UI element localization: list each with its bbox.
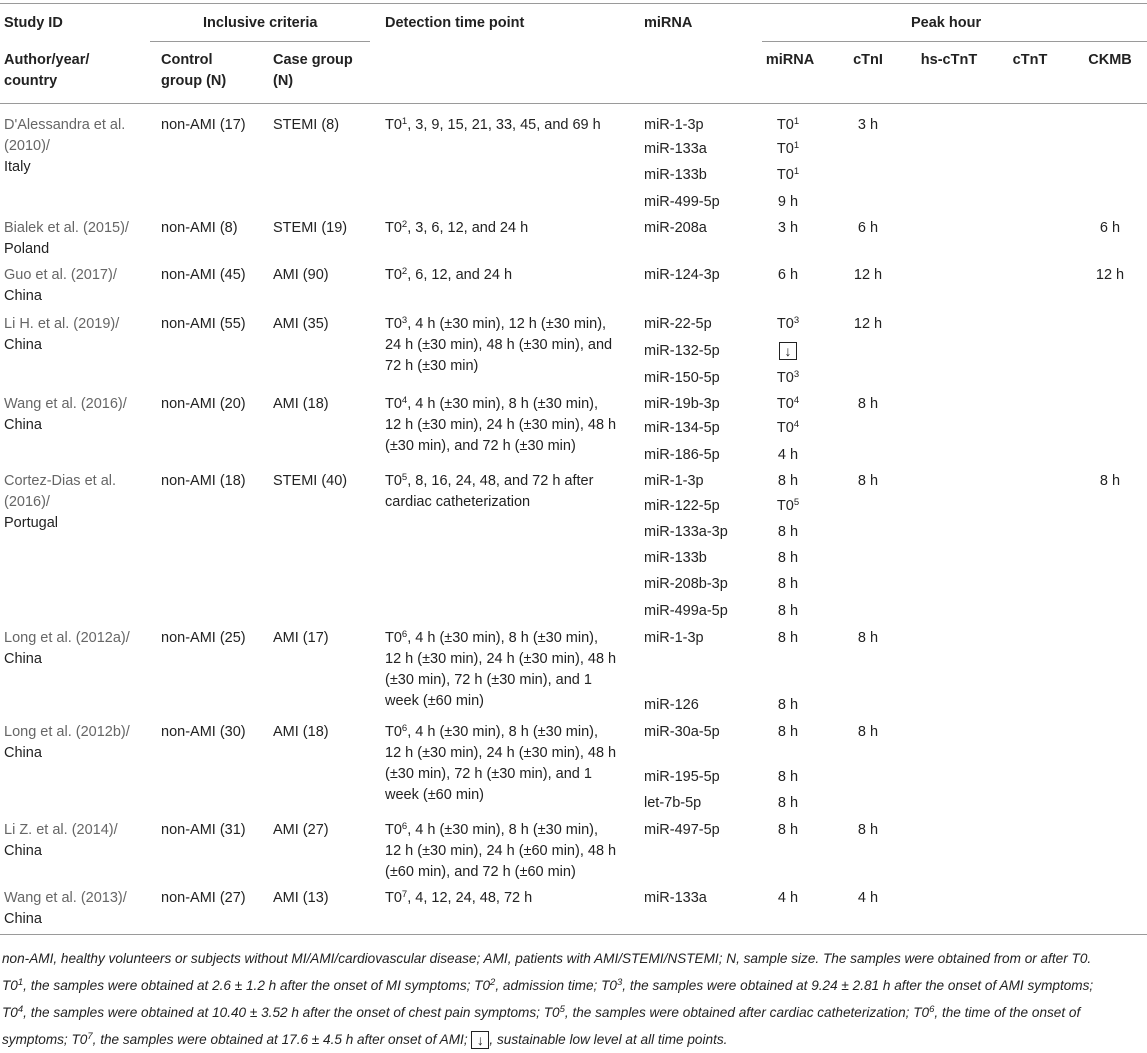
peak-value: 8 h [777, 524, 799, 540]
peak-value: 8 h [777, 724, 799, 740]
case-group-cell: AMI (18) [273, 396, 329, 412]
detection-time-line [385, 691, 616, 712]
header-sub-ctnt: cTnT [1012, 52, 1048, 68]
mirna-peak [758, 888, 818, 909]
study-line: China [4, 911, 42, 927]
top-rule [0, 3, 1147, 4]
detection-time-line [385, 722, 616, 743]
study-line: Li Z. et al. (2014)/ [4, 822, 118, 838]
header-sub-ckmb: CKMB [1088, 52, 1132, 68]
detection-time-line [385, 820, 616, 841]
study-line: D'Alessandra et al. [4, 117, 126, 133]
mirna-peak [758, 496, 818, 517]
mirna-name: miR-133a [644, 890, 707, 906]
ctni-peak: 8 h [857, 396, 879, 412]
time-text: (±60 min), and 72 h (±60 min) [385, 864, 576, 880]
detection-time-cell [385, 471, 593, 513]
time-text: T0 [385, 724, 402, 740]
header-control-group: Control group (N) [161, 52, 227, 89]
detection-time-line [385, 356, 612, 377]
peak-value: T0 [776, 396, 794, 412]
mirna-name: miR-208a [644, 220, 707, 236]
study-line: Bialek et al. (2015)/ [4, 220, 129, 236]
time-text: T0 [385, 117, 402, 133]
study-line: Poland [4, 241, 50, 257]
mirna-peak [758, 574, 818, 595]
detection-time-line [385, 314, 612, 335]
mirna-peak [758, 820, 818, 841]
detection-time-cell [385, 394, 616, 457]
time-text: (±30 min), 72 h (±30 min), and 1 [385, 672, 592, 688]
detection-time-line [385, 471, 593, 492]
header-bottom-rule [0, 103, 1147, 104]
control-group-cell: non-AMI (31) [161, 822, 246, 838]
peak-superscript: 5 [793, 497, 800, 508]
peak-value: 8 h [777, 550, 799, 566]
peak-value: 8 h [777, 473, 799, 489]
study-line: China [4, 651, 42, 667]
detection-time-line [385, 492, 593, 513]
mirna-peak [758, 368, 818, 389]
case-group-cell: STEMI (40) [273, 473, 348, 489]
peak-value: 9 h [777, 194, 799, 210]
mirna-name: miR-30a-5p [644, 724, 720, 740]
study-line: China [4, 417, 42, 433]
mirna-peak [758, 601, 818, 622]
case-group-cell: AMI (90) [273, 267, 329, 283]
detection-time-cell [385, 115, 601, 136]
peak-value: 8 h [777, 603, 799, 619]
case-group-cell: AMI (27) [273, 822, 329, 838]
detection-time-line [385, 394, 616, 415]
time-text: week (±60 min) [385, 787, 485, 803]
detection-time-line [385, 841, 616, 862]
mirna-peak [758, 218, 818, 239]
header-case-group: Case group (N) [273, 52, 353, 89]
study-cell [4, 471, 116, 534]
study-line: Wang et al. (2016)/ [4, 396, 127, 412]
study-line: Guo et al. (2017)/ [4, 267, 117, 283]
time-text: 12 h (±30 min), 24 h (±30 min), 48 h [385, 651, 617, 667]
footnote-line-4: symptoms; $T0^7$, the samples were obtained at 17.6 ± 4.5 h after onset of AMI; ↓ , sustainable low level at all time points. [2, 1031, 728, 1049]
time-text: , 4 h (±30 min), 8 h (±30 min), [407, 724, 599, 740]
time-text: 12 h (±30 min), 24 h (±30 min), 48 h [385, 417, 617, 433]
control-group-cell: non-AMI (17) [161, 117, 246, 133]
study-cell [4, 115, 125, 178]
time-text: T0 [385, 890, 402, 906]
criteria-underline [150, 41, 370, 42]
mirna-name: miR-499a-5p [644, 603, 728, 619]
detection-time-line [385, 670, 616, 691]
time-text: (±30 min), and 72 h (±30 min) [385, 438, 576, 454]
time-text: , 4 h (±30 min), 8 h (±30 min), [407, 630, 599, 646]
mirna-name: miR-132-5p [644, 343, 720, 359]
time-text: , 4 h (±30 min), 8 h (±30 min), [407, 396, 599, 412]
mirna-peak [758, 695, 818, 716]
study-line: China [4, 288, 42, 304]
table-footnote [2, 945, 1144, 1053]
time-superscript: 2 [401, 266, 408, 277]
time-text: T0 [385, 316, 402, 332]
ctni-peak: 12 h [853, 267, 883, 283]
low-level-arrow-icon: ↓ [471, 1031, 489, 1049]
control-group-cell: non-AMI (27) [161, 890, 246, 906]
mirna-name: miR-499-5p [644, 194, 720, 210]
mirna-name: miR-186-5p [644, 447, 720, 463]
time-text: , 6, 12, and 24 h [407, 267, 513, 283]
peak-value: T0 [776, 316, 794, 332]
case-group-cell: STEMI (8) [273, 117, 340, 133]
header-inclusive-criteria: Inclusive criteria [203, 15, 318, 31]
time-superscript: 5 [401, 472, 408, 483]
study-cell [4, 820, 118, 862]
study-line: China [4, 843, 42, 859]
mirna-peak [758, 314, 818, 335]
detection-time-cell [385, 314, 612, 377]
peak-value: 4 h [777, 890, 799, 906]
down-arrow-icon: ↓ [779, 342, 797, 360]
study-line: Cortez-Dias et al. [4, 473, 117, 489]
mirna-name: miR-208b-3p [644, 576, 728, 592]
footnote-line-1: non-AMI, healthy volunteers or subjects without MI/AMI/cardiovascular disease; AMI, patients with AMI/STEMI/NSTEMI; N, sample size. The samples were obtained from or after T0. [2, 951, 1092, 966]
detection-time-line [385, 862, 616, 883]
header-sub-ctni: cTnI [853, 52, 883, 68]
detection-time-line [385, 115, 601, 136]
mirna-name: miR-1-3p [644, 117, 704, 133]
detection-time-line [385, 218, 528, 239]
study-cell [4, 628, 130, 670]
ctni-peak: 8 h [857, 822, 879, 838]
mirna-name: miR-133b [644, 550, 707, 566]
time-text: T0 [385, 822, 402, 838]
peak-value: 8 h [777, 822, 799, 838]
mirna-peak [758, 628, 818, 649]
time-text: T0 [385, 396, 402, 412]
footnote-line-3: $T0^4$, the samples were obtained at 10.40 ± 3.52 h after the onset of chest pain symptoms; $T0^5$, the samples were obtained after cardiac catheterization; $T0^6$, the time of the onset of [2, 1004, 1081, 1020]
time-text: T0 [385, 630, 402, 646]
mirna-peak [758, 394, 818, 415]
ckmb-peak: 6 h [1099, 220, 1121, 236]
detection-time-line [385, 764, 616, 785]
time-text: T0 [385, 220, 402, 236]
control-group-cell: non-AMI (30) [161, 724, 246, 740]
study-line: China [4, 337, 42, 353]
detection-time-line [385, 436, 616, 457]
peak-superscript: 1 [793, 166, 800, 177]
detection-time-line [385, 649, 616, 670]
mirna-name: miR-19b-3p [644, 396, 720, 412]
table-bottom-rule [0, 934, 1147, 935]
header-mirna: miRNA [644, 15, 693, 31]
ctni-peak: 8 h [857, 473, 879, 489]
detection-time-cell [385, 265, 512, 286]
time-text: , 4 h (±30 min), 12 h (±30 min), [407, 316, 607, 332]
time-superscript: 6 [401, 629, 408, 640]
time-text: , 3, 6, 12, and 24 h [407, 220, 529, 236]
mirna-peak [758, 548, 818, 569]
time-superscript: 6 [401, 723, 408, 734]
control-group-cell: non-AMI (25) [161, 630, 246, 646]
case-group-cell: STEMI (19) [273, 220, 348, 236]
time-text: 72 h (±30 min) [385, 358, 479, 374]
mirna-peak [758, 445, 818, 466]
control-group-cell: non-AMI (45) [161, 267, 246, 283]
detection-time-cell [385, 628, 616, 712]
detection-time-line [385, 265, 512, 286]
mirna-name: miR-124-3p [644, 267, 720, 283]
mirna-name: miR-133a-3p [644, 524, 728, 540]
ctni-peak: 6 h [857, 220, 879, 236]
peak-value: 8 h [777, 697, 799, 713]
peak-superscript: 1 [793, 116, 800, 127]
ctni-peak: 3 h [857, 117, 879, 133]
mirna-name: miR-126 [644, 697, 699, 713]
header-author: Author/year/ country [4, 52, 90, 89]
ctni-peak: 4 h [857, 890, 879, 906]
study-line: Li H. et al. (2019)/ [4, 316, 120, 332]
mirna-name: miR-122-5p [644, 498, 720, 514]
detection-time-line [385, 785, 616, 806]
time-superscript: 1 [401, 116, 408, 127]
mirna-peak [758, 793, 818, 814]
peak-superscript: 4 [793, 395, 800, 406]
case-group-cell: AMI (18) [273, 724, 329, 740]
detection-time-line [385, 335, 612, 356]
time-text: week (±60 min) [385, 693, 485, 709]
detection-time-cell [385, 218, 528, 239]
time-superscript: 4 [401, 395, 408, 406]
ckmb-peak: 12 h [1095, 267, 1125, 283]
study-line: China [4, 745, 42, 761]
case-group-cell: AMI (35) [273, 316, 329, 332]
mirna-name: let-7b-5p [644, 795, 702, 811]
header-detection-time-point: Detection time point [385, 15, 525, 31]
ckmb-peak: 8 h [1099, 473, 1121, 489]
time-text: (±30 min), 72 h (±30 min), and 1 [385, 766, 592, 782]
time-superscript: 7 [401, 889, 408, 900]
peak-superscript: 4 [793, 419, 800, 430]
mirna-name: miR-1-3p [644, 473, 704, 489]
peak-value: 8 h [777, 576, 799, 592]
time-text: , 3, 9, 15, 21, 33, 45, and 69 h [407, 117, 601, 133]
header-study-id: Study ID [4, 15, 63, 31]
peak-value: T0 [776, 167, 794, 183]
mirna-name: miR-133a [644, 141, 707, 157]
detection-time-cell [385, 888, 532, 909]
control-group-cell: non-AMI (20) [161, 396, 246, 412]
peak-value: T0 [776, 141, 794, 157]
mirna-peak [758, 767, 818, 788]
time-text: cardiac catheterization [385, 494, 531, 510]
study-cell [4, 722, 130, 764]
study-line: Wang et al. (2013)/ [4, 890, 127, 906]
mirna-peak [758, 265, 818, 286]
peak-value: 8 h [777, 769, 799, 785]
study-cell [4, 314, 119, 356]
detection-time-line [385, 888, 532, 909]
mirna-peak [758, 471, 818, 492]
mirna-name: miR-133b [644, 167, 707, 183]
mirna-name: miR-1-3p [644, 630, 704, 646]
peak-value: 4 h [777, 447, 799, 463]
ctni-peak: 12 h [853, 316, 883, 332]
time-superscript: 3 [401, 315, 408, 326]
study-line: Portugal [4, 515, 59, 531]
peak-value: 8 h [777, 795, 799, 811]
mirna-peak [758, 522, 818, 543]
study-line: (2010)/ [4, 138, 50, 154]
study-line: Long et al. (2012a)/ [4, 630, 130, 646]
time-text: T0 [385, 473, 402, 489]
header-sub-hs-ctnt: hs-cTnT [920, 52, 978, 68]
peak-hour-underline [762, 41, 1147, 42]
case-group-cell: AMI (13) [273, 890, 329, 906]
study-cell [4, 394, 127, 436]
peak-superscript: 3 [793, 315, 800, 326]
mirna-peak [758, 418, 818, 439]
study-line: Italy [4, 159, 31, 175]
mirna-name: miR-150-5p [644, 370, 720, 386]
time-text: T0 [385, 267, 402, 283]
peak-value: T0 [776, 498, 794, 514]
ctni-peak: 8 h [857, 630, 879, 646]
control-group-cell: non-AMI (8) [161, 220, 238, 236]
study-cell [4, 218, 129, 260]
case-group-cell: AMI (17) [273, 630, 329, 646]
peak-value: 6 h [777, 267, 799, 283]
study-line: (2016)/ [4, 494, 50, 510]
ctni-peak: 8 h [857, 724, 879, 740]
mirna-peak [758, 165, 818, 186]
mirna-name: miR-134-5p [644, 420, 720, 436]
mirna-name: miR-22-5p [644, 316, 712, 332]
mirna-peak [758, 192, 818, 213]
mirna-name: miR-497-5p [644, 822, 720, 838]
peak-value: 8 h [777, 630, 799, 646]
time-text: , 8, 16, 24, 48, and 72 h after [407, 473, 594, 489]
peak-superscript: 3 [793, 369, 800, 380]
time-text: 12 h (±30 min), 24 h (±30 min), 48 h [385, 745, 617, 761]
detection-time-line [385, 743, 616, 764]
mirna-peak [758, 139, 818, 160]
peak-value: 3 h [777, 220, 799, 236]
peak-value: T0 [776, 420, 794, 436]
header-peak-hour: Peak hour [911, 15, 982, 31]
peak-value: T0 [776, 117, 794, 133]
header-sub-mirna: miRNA [765, 52, 815, 68]
control-group-cell: non-AMI (55) [161, 316, 246, 332]
time-text: , 4, 12, 24, 48, 72 h [407, 890, 533, 906]
study-line: Long et al. (2012b)/ [4, 724, 130, 740]
peak-superscript: 1 [793, 140, 800, 151]
time-text: , 4 h (±30 min), 8 h (±30 min), [407, 822, 599, 838]
mirna-name: miR-195-5p [644, 769, 720, 785]
time-superscript: 2 [401, 219, 408, 230]
time-superscript: 6 [401, 821, 408, 832]
detection-time-line [385, 628, 616, 649]
study-cell [4, 888, 127, 930]
time-text: 24 h (±30 min), 48 h (±30 min), and [385, 337, 613, 353]
mirna-peak [758, 722, 818, 743]
detection-time-line [385, 415, 616, 436]
peak-value: T0 [776, 370, 794, 386]
detection-time-cell [385, 820, 616, 883]
mirna-peak [758, 341, 818, 362]
time-text: 12 h (±30 min), 24 h (±60 min), 48 h [385, 843, 617, 859]
footnote-line-2: $T0^1$, the samples were obtained at 2.6 ± 1.2 h after the onset of MI symptoms; $T0^2$, admission time; $T0^3$, the samples were obtained at 9.24 ± 2.81 h after the onset of AMI symptoms; [2, 977, 1094, 993]
detection-time-cell [385, 722, 616, 806]
control-group-cell: non-AMI (18) [161, 473, 246, 489]
study-cell [4, 265, 117, 307]
mirna-peak [758, 115, 818, 136]
